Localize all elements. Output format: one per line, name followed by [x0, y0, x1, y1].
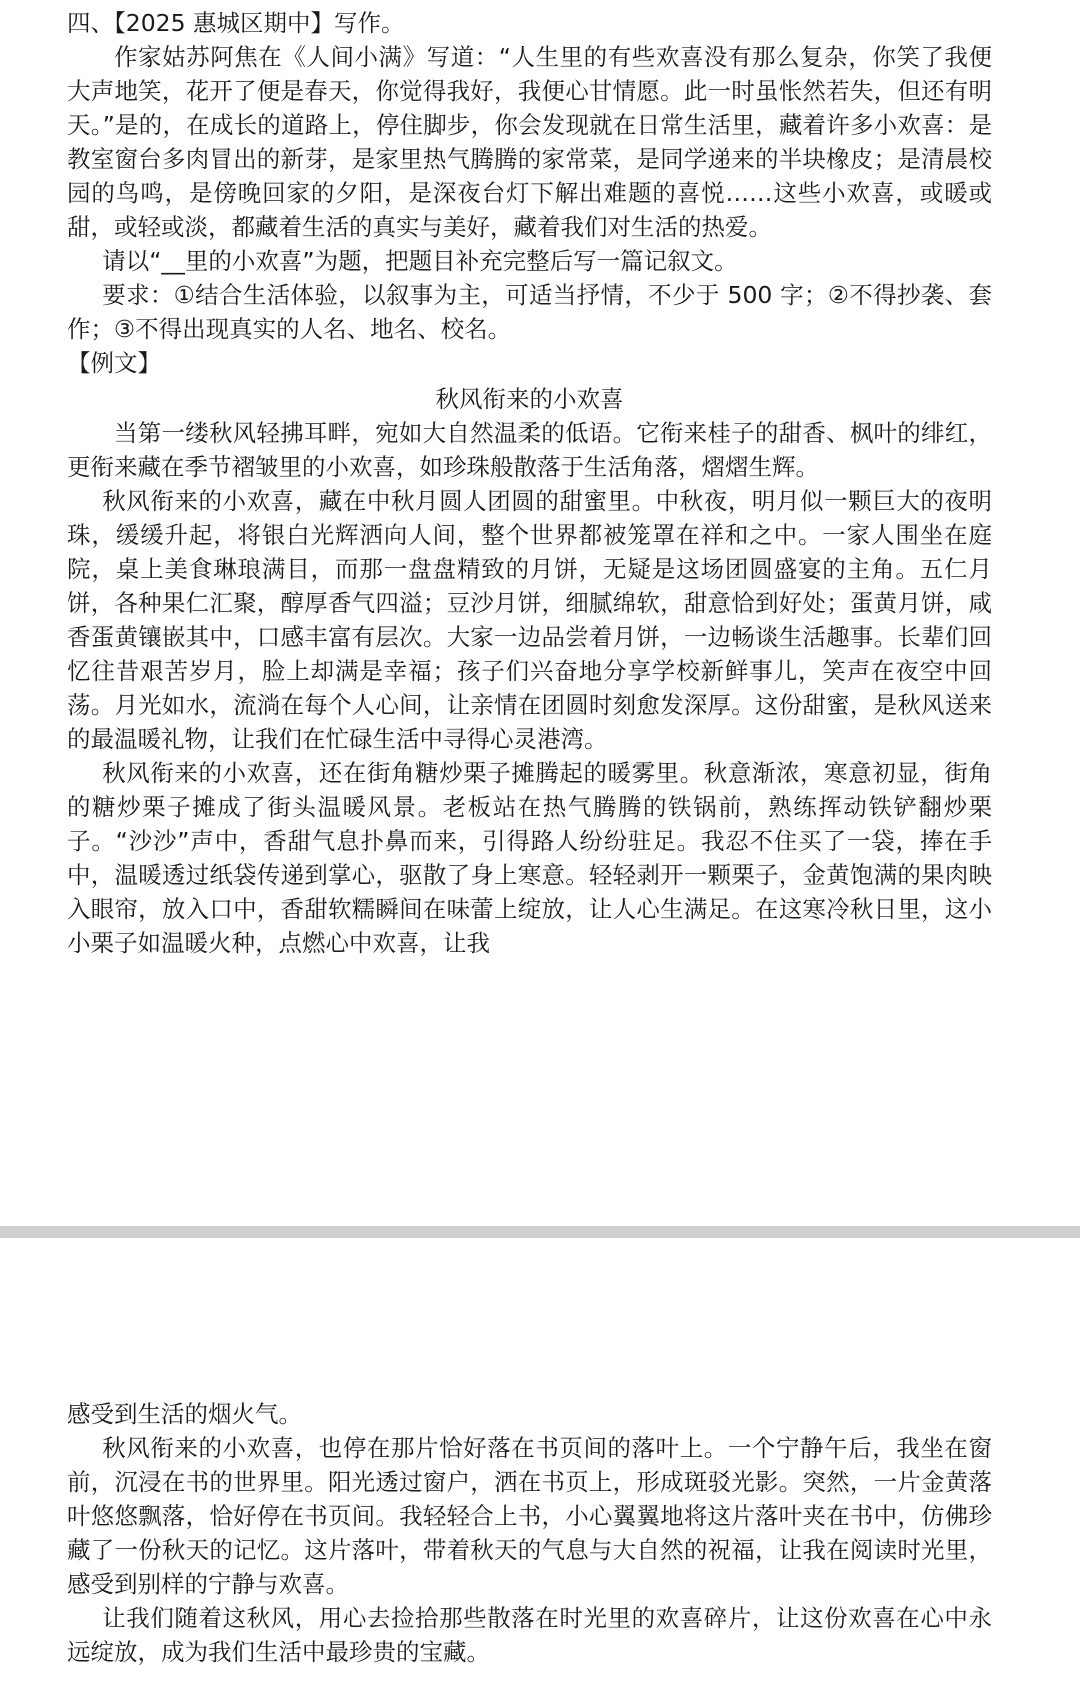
- essay-paragraph-4: 秋风衔来的小欢喜，也停在那片恰好落在书页间的落叶上。一个宁静午后，我坐在窗前，沉浸在书的世界里。阳光透过窗户，洒在书页上，形成斑驳光影。突然，一片金黄落叶悠悠飘落，恰好停在书页间。我轻轻合上书，小心翼翼地将这片落叶夹在书中，仿佛珍藏了一份秋天的记忆。这片落叶，带着秋天的气息与大自然的祝福，让我在阅读时光里，感受到别样的宁静与欢喜。: [67, 1434, 992, 1598]
- page-divider: [0, 1226, 1080, 1238]
- requirements-paragraph: 要求：①结合生活体验，以叙事为主，可适当抒情，不少于 500 字；②不得抄袭、套作；③不得出现真实的人名、地名、校名。: [67, 281, 992, 343]
- task-line: 请以“__里的小欢喜”为题，把题目补充完整后写一篇记叙文。: [102, 247, 738, 275]
- example-label: 【例文】: [67, 349, 161, 377]
- page-1-text: [67, 6, 992, 960]
- question-heading: 四、【2025 惠城区期中】写作。: [67, 9, 405, 37]
- document-page-2: [0, 1238, 1080, 1682]
- prompt-paragraph: 作家姑苏阿焦在《人间小满》写道：“人生里的有些欢喜没有那么复杂，你笑了我便大声地笑，花开了便是春天，你觉得我好，我便心甘情愿。此一时虽怅然若失，但还有明天。”是的，在成长的道路上，停住脚步，你会发现就在日常生活里，藏着许多小欢喜：是教室窗台多肉冒出的新芽，是家里热气腾腾的家常菜，是同学递来的半块橡皮；是清晨校园的鸟鸣，是傍晚回家的夕阳，是深夜台灯下解出难题的喜悦……这些小欢喜，或暖或甜，或轻或淡，都藏着生活的真实与美好，藏着我们对生活的热爱。: [67, 43, 992, 241]
- essay-paragraph-5: 让我们随着这秋风，用心去捡拾那些散落在时光里的欢喜碎片，让这份欢喜在心中永远绽放，成为我们生活中最珍贵的宝藏。: [67, 1604, 992, 1666]
- essay-paragraph-1: 当第一缕秋风轻拂耳畔，宛如大自然温柔的低语。它衔来桂子的甜香、枫叶的绯红，更衔来藏在季节褶皱里的小欢喜，如珍珠般散落于生活角落，熠熠生辉。: [67, 419, 992, 481]
- essay-paragraph-3-continuation: 感受到生活的烟火气。: [67, 1400, 302, 1428]
- essay-paragraph-2: 秋风衔来的小欢喜，藏在中秋月圆人团圆的甜蜜里。中秋夜，明月似一颗巨大的夜明珠，缓缓升起，将银白光辉洒向人间，整个世界都被笼罩在祥和之中。一家人围坐在庭院，桌上美食琳琅满目，而那一盘盘精致的月饼，无疑是这场团圆盛宴的主角。五仁月饼，各种果仁汇聚，醇厚香气四溢；豆沙月饼，细腻绵软，甜意恰到好处；蛋黄月饼，咸香蛋黄镶嵌其中，口感丰富有层次。大家一边品尝着月饼，一边畅谈生活趣事。长辈们回忆往昔艰苦岁月，脸上却满是幸福；孩子们兴奋地分享学校新鲜事儿，笑声在夜空中回荡。月光如水，流淌在每个人心间，让亲情在团圆时刻愈发深厚。这份甜蜜，是秋风送来的最温暖礼物，让我们在忙碌生活中寻得心灵港湾。: [67, 487, 992, 753]
- essay-title: 秋风衔来的小欢喜: [435, 385, 624, 413]
- page-2-text: [67, 1397, 992, 1669]
- essay-paragraph-3: 秋风衔来的小欢喜，还在街角糖炒栗子摊腾起的暖雾里。秋意渐浓，寒意初显，街角的糖炒栗子摊成了街头温暖风景。老板站在热气腾腾的铁锅前，熟练挥动铁铲翻炒栗子。“沙沙”声中，香甜气息扑鼻而来，引得路人纷纷驻足。我忍不住买了一袋，捧在手中，温暖透过纸袋传递到掌心，驱散了身上寒意。轻轻剥开一颗栗子，金黄饱满的果肉映入眼帘，放入口中，香甜软糯瞬间在味蕾上绽放，让人心生满足。在这寒冷秋日里，这小小栗子如温暖火种，点燃心中欢喜，让我: [67, 759, 992, 957]
